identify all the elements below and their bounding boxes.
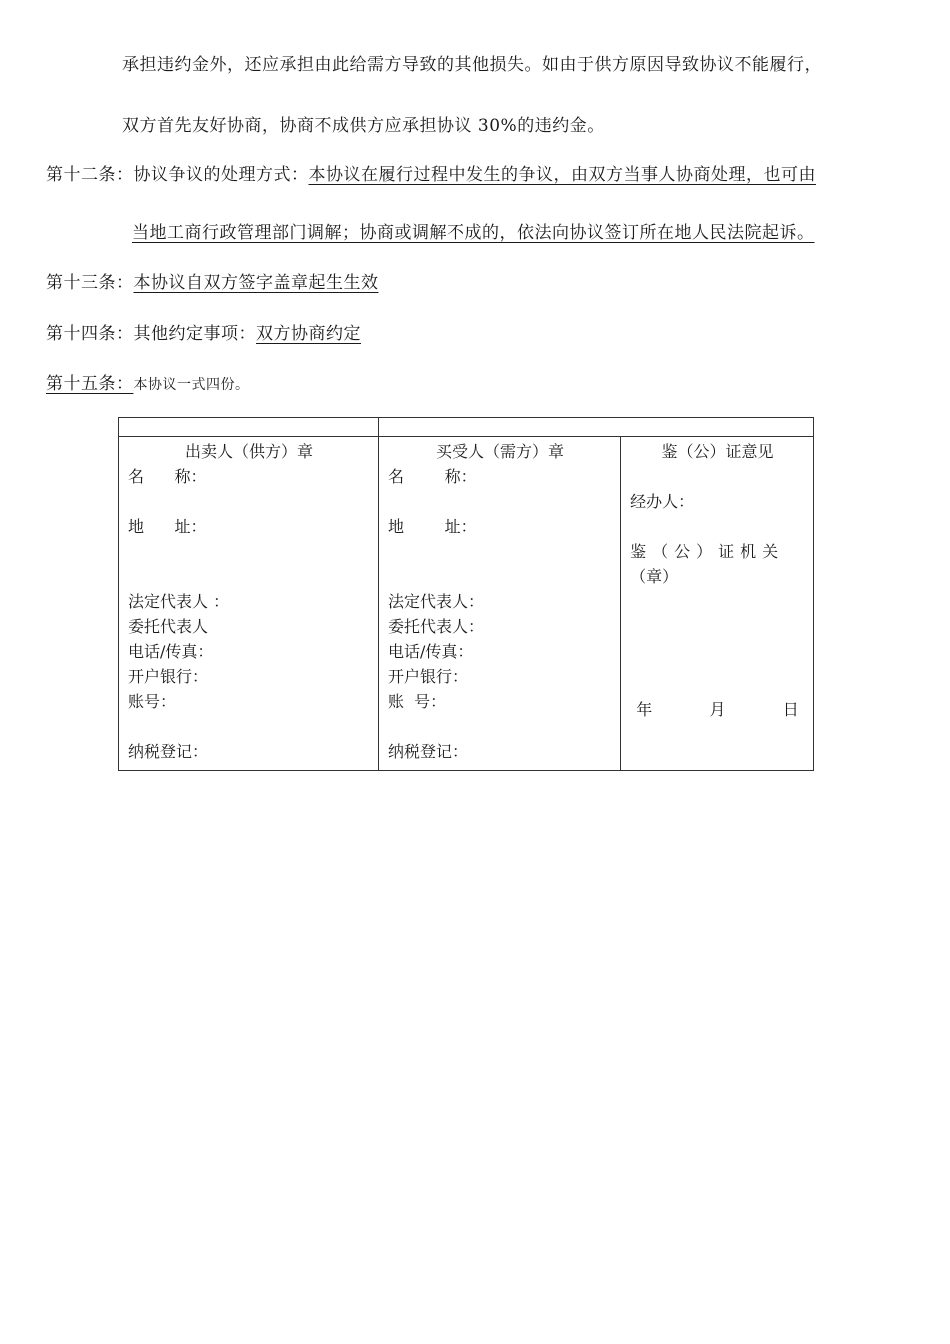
article-15-text: 本协议一式四份。 bbox=[133, 377, 250, 393]
table-top-row bbox=[119, 418, 814, 437]
article-12 bbox=[46, 160, 816, 185]
article-14-label: 第十四条：其他约定事项： bbox=[46, 324, 256, 344]
notary-cell bbox=[621, 437, 814, 771]
buyer-account-label: 账 号： bbox=[387, 692, 447, 711]
seller-phone-label: 电话/传真： bbox=[128, 642, 214, 661]
seller-agent-label: 委托代表人 bbox=[128, 617, 209, 636]
signature-table bbox=[118, 417, 814, 771]
seller-header: 出卖人（供方）章 bbox=[184, 442, 313, 461]
buyer-bank-label: 开户银行： bbox=[387, 667, 468, 686]
notary-handler-label: 经办人： bbox=[630, 492, 695, 511]
seller-name-label: 名 称： bbox=[128, 467, 207, 486]
paragraph-line-1: 承担违约金外，还应承担由此给需方导致的其他损失。如由于供方原因导致协议不能履行， bbox=[122, 55, 822, 75]
seller-tax-label: 纳税登记： bbox=[128, 742, 209, 761]
buyer-tax-label: 纳税登记： bbox=[387, 742, 468, 761]
buyer-name-label: 名 称： bbox=[387, 467, 477, 486]
top-empty-cell-1 bbox=[119, 418, 379, 437]
article-13-text: 本协议自双方签字盖章起生生效 bbox=[133, 273, 379, 293]
notary-header: 鉴（公）证意见 bbox=[661, 442, 774, 461]
top-empty-cell-2 bbox=[378, 418, 813, 437]
buyer-address-label: 地 址： bbox=[387, 517, 477, 536]
seller-account-label: 账号： bbox=[128, 692, 177, 711]
article-12-text-1: 本协议在履行过程中发生的争议，由双方当事人协商处理，也可由 bbox=[308, 165, 816, 185]
article-15-label: 第十五条： bbox=[46, 374, 134, 394]
table-body-row bbox=[119, 437, 814, 771]
buyer-legal-rep-label: 法定代表人： bbox=[387, 592, 484, 611]
article-14 bbox=[46, 319, 361, 344]
paragraph-line-2: 双方首先友好协商，协商不成供方应承担协议 30%的违约金。 bbox=[122, 116, 605, 136]
buyer-phone-label: 电话/传真： bbox=[387, 642, 474, 661]
seller-address-label: 地 址： bbox=[128, 517, 207, 536]
seller-bank-label: 开户银行： bbox=[128, 667, 209, 686]
article-14-text: 双方协商约定 bbox=[256, 324, 361, 344]
article-13 bbox=[46, 268, 379, 293]
notary-date: 年 月 日 bbox=[636, 700, 799, 719]
buyer-agent-label: 委托代表人： bbox=[387, 617, 484, 636]
article-15 bbox=[46, 369, 250, 394]
article-12-text-2: 当地工商行政管理部门调解；协商或调解不成的，依法向协议签订所在地人民法院起诉。 bbox=[132, 223, 815, 243]
buyer-header: 买受人（需方）章 bbox=[435, 442, 564, 461]
notary-seal-label: （章） bbox=[630, 567, 679, 586]
article-12-label: 第十二条：协议争议的处理方式： bbox=[46, 165, 309, 185]
buyer-cell bbox=[378, 437, 620, 771]
notary-authority-label: 鉴（公）证机关 bbox=[630, 542, 785, 561]
article-13-label: 第十三条： bbox=[46, 273, 134, 293]
seller-legal-rep-label: 法定代表人 ： bbox=[128, 592, 230, 611]
seller-cell bbox=[119, 437, 379, 771]
